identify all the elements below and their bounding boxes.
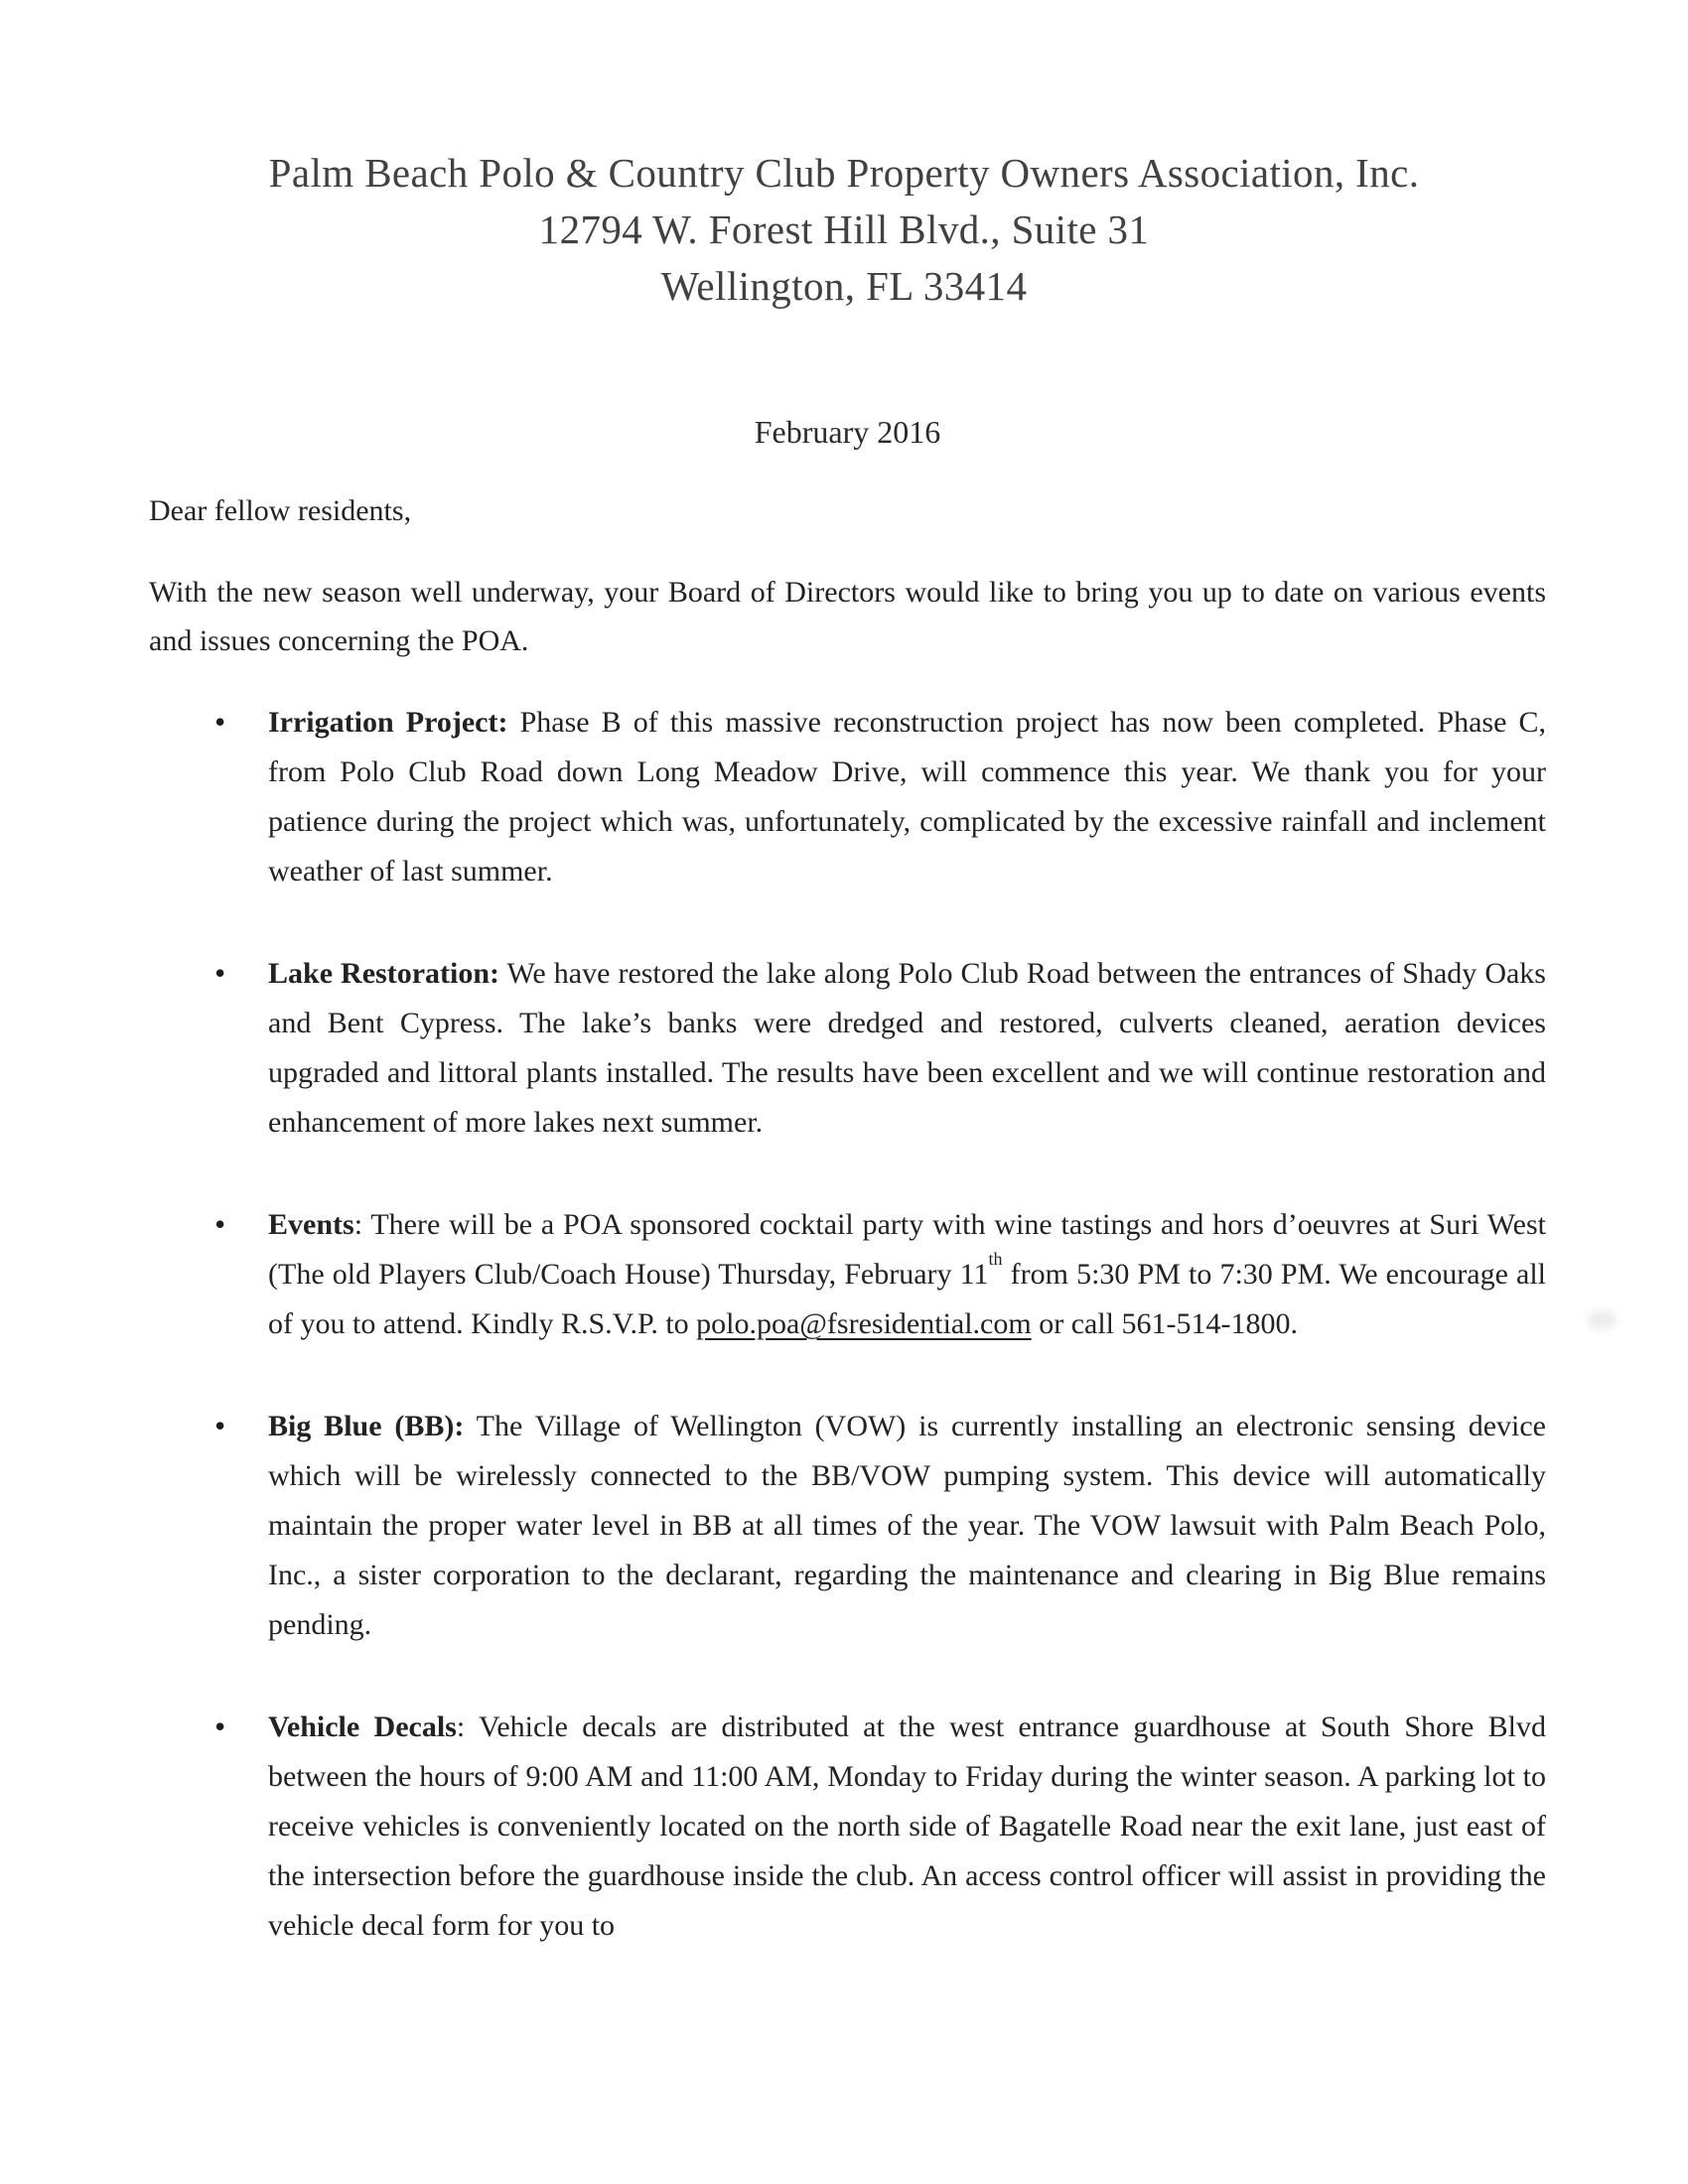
- bullet-item-irrigation-project: [149, 698, 1546, 896]
- letter-body: [0, 408, 1688, 1951]
- bullet-text: from 5:30 PM to 7:30 PM. We encourage all of you to attend. Kindly R.S.V.P. to: [268, 1258, 1547, 1340]
- letterhead-city-state-zip: Wellington, FL 33414: [660, 263, 1028, 309]
- bullet-text: : There will be a POA sponsored cocktail party with wine tastings and hors d’oeuvres at Suri West (The old Players Club/Coach House) Thursday, February 11: [268, 1208, 1546, 1291]
- bullet-text: Phase B of this massive reconstruction project has now been completed. Phase C, from Polo Club Road down Long Meadow Drive, will commence this year. We thank you for your patience during the project which was, unfortunately, complicated by the excessive rainfall and inclement weather of last summer.: [268, 706, 1546, 887]
- salutation: Dear fellow residents,: [149, 494, 412, 527]
- bullet-text: We have restored the lake along Polo Club Road between the entrances of Shady Oaks and Bent Cypress. The lake’s banks were dredged and restored, culverts cleaned, aeration devices upgraded and littoral plants installed. The results have been excellent and we will continue restoration and enhancement of more lakes next summer.: [268, 957, 1546, 1139]
- letterhead: [0, 0, 1688, 315]
- bullet-item-lake-restoration: [149, 949, 1546, 1148]
- bullet-list: [149, 698, 1546, 1951]
- bullet-icon: •: [214, 1206, 226, 1242]
- bullet-label: Big Blue (BB):: [268, 1410, 465, 1442]
- bullet-label: Irrigation Project:: [268, 706, 508, 739]
- bullet-item-events: [149, 1200, 1546, 1349]
- letter-date: February 2016: [754, 414, 941, 450]
- email-address: polo.poa@fsresidential.com: [696, 1307, 1032, 1340]
- bullet-text: or call 561-514-1800.: [1031, 1307, 1298, 1340]
- bullet-label: Events: [268, 1208, 354, 1241]
- intro-paragraph: With the new season well underway, your Board of Directors would like to bring you up to date on various events and issues concerning the POA.: [149, 576, 1546, 657]
- ordinal-superscript: th: [988, 1248, 1003, 1269]
- bullet-item-vehicle-decals: [149, 1703, 1546, 1951]
- bullet-label: Lake Restoration:: [268, 957, 500, 990]
- letterhead-street-address: 12794 W. Forest Hill Blvd., Suite 31: [538, 206, 1150, 252]
- bullet-icon: •: [214, 1408, 226, 1443]
- letterhead-org-name: Palm Beach Polo & Country Club Property Owners Association, Inc.: [268, 150, 1420, 196]
- bullet-icon: •: [214, 955, 226, 991]
- bullet-icon: •: [214, 704, 226, 740]
- bullet-text: : Vehicle decals are distributed at the west entrance guardhouse at South Shore Blvd between the hours of 9:00 AM and 11:00 AM, Monday to Friday during the winter season. A parking lot to receive vehicles is conveniently located on the north side of Bagatelle Road near the exit lane, just east of the intersection before the guardhouse inside the club. An access control officer will assist in providing the vehicle decal form for you to: [268, 1710, 1546, 1942]
- bullet-item-big-blue: [149, 1402, 1546, 1650]
- bullet-text: The Village of Wellington (VOW) is currently installing an electronic sensing device which will be wirelessly connected to the BB/VOW pumping system. This device will automatically maintain the proper water level in BB at all times of the year. The VOW lawsuit with Palm Beach Polo, Inc., a sister corporation to the declarant, regarding the maintenance and clearing in Big Blue remains pending.: [268, 1410, 1546, 1641]
- bullet-icon: •: [214, 1708, 226, 1744]
- scan-smudge-artifact: [1587, 1310, 1617, 1330]
- bullet-label: Vehicle Decals: [268, 1710, 457, 1743]
